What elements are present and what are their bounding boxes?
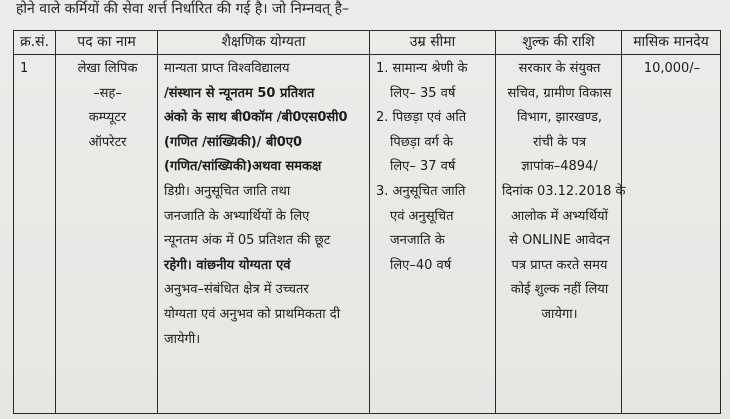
qualification-line: मान्यता प्राप्त विश्वविद्यालय bbox=[164, 61, 290, 76]
post-line: ऑपरेटर bbox=[88, 134, 127, 150]
cell-serial: 1 bbox=[14, 55, 56, 414]
table-header-row bbox=[14, 31, 721, 55]
fee-line: आलोक में अभ्यर्थियों bbox=[511, 208, 608, 224]
header-honorarium: मासिक मानदेय bbox=[622, 31, 721, 55]
qualification-line: न्यूनतम अंक में 05 प्रतिशत की छूट bbox=[164, 233, 331, 249]
age-line: लिए– 37 वर्ष bbox=[390, 159, 456, 175]
fee-line: सरकार के संयुक्त bbox=[518, 61, 601, 76]
age-line: लिए– 35 वर्ष bbox=[390, 85, 456, 101]
age-line: एवं अनुसूचित bbox=[390, 208, 454, 224]
age-line: लिए–40 वर्ष bbox=[390, 257, 452, 273]
table-row bbox=[14, 55, 721, 414]
intro-line: होने वाले कर्मियों की सेवा शर्त्त निर्धारित की गई है। जो निम्नवत् है– bbox=[16, 1, 350, 17]
header-post: पद का नाम bbox=[56, 31, 158, 55]
fee-line: सचिव, ग्रामीण विकास bbox=[507, 85, 612, 101]
age-line: 1. सामान्य श्रेणी के bbox=[376, 61, 468, 76]
qualification-line: (गणित/सांख्यिकी)अथवा समकक्ष bbox=[164, 159, 322, 175]
qualification-line: जायेगी। bbox=[164, 331, 201, 347]
fee-line: से ONLINE आवेदन bbox=[509, 233, 610, 249]
header-serial: क्र.सं. bbox=[14, 31, 56, 55]
qualification-line: /संस्थान से न्यूनतम 50 प्रतिशत bbox=[164, 85, 315, 101]
fee-line: दिनांक 03.12.2018 के bbox=[502, 183, 626, 199]
qualification-line: अंको के साथ बी0कॉम /बी0एस0सी0 bbox=[164, 110, 348, 126]
qualification-line: योग्यता एवं अनुभव को प्राथमिकता दी bbox=[164, 306, 341, 322]
qualification-line: रहेगी। वांछनीय योग्यता एवं bbox=[164, 257, 291, 273]
fee-line: पत्र प्राप्त करते समय bbox=[511, 257, 608, 273]
fee-line: कोई शुल्क नहीं लिया bbox=[510, 282, 609, 298]
fee-line: रांची के पत्र bbox=[532, 134, 587, 150]
header-age: उम्र सीमा bbox=[370, 31, 496, 55]
age-line: 2. पिछड़ा एवं अति bbox=[376, 110, 467, 126]
qualification-line: डिग्री। अनुसूचित जाति तथा bbox=[164, 183, 291, 199]
post-line: –सह– bbox=[93, 85, 122, 101]
fee-line: जायेगा। bbox=[541, 306, 578, 322]
header-qualification: शैक्षणिक योग्यता bbox=[158, 31, 370, 55]
cell-honorarium: 10,000/– bbox=[622, 55, 721, 414]
header-fee: शुल्क की राशि bbox=[496, 31, 622, 55]
cell-age bbox=[370, 55, 496, 414]
post-line: लेखा लिपिक bbox=[77, 61, 138, 76]
age-line: जनजाति के bbox=[390, 233, 445, 249]
fee-line: ज्ञापांक–4894/ bbox=[521, 159, 598, 175]
qualification-line: (गणित /सांख्यिकी)/ बी0ए0 bbox=[164, 134, 303, 150]
age-line: 3. अनुसूचित जाति bbox=[376, 183, 466, 199]
qualification-line: जनजाति के अभ्यार्थियों के लिए bbox=[164, 208, 310, 224]
cell-post bbox=[56, 55, 158, 414]
qualification-line: अनुभव–संबंधित क्षेत्र में उच्चतर bbox=[164, 282, 309, 298]
cell-qualification bbox=[158, 55, 370, 414]
fee-line: विभाग, झारखण्ड, bbox=[516, 110, 603, 126]
cell-fee bbox=[496, 55, 626, 414]
conditions-table bbox=[13, 30, 721, 414]
post-line: कम्प्यूटर bbox=[88, 110, 127, 126]
age-line: पिछड़ा वर्ग के bbox=[390, 134, 453, 150]
